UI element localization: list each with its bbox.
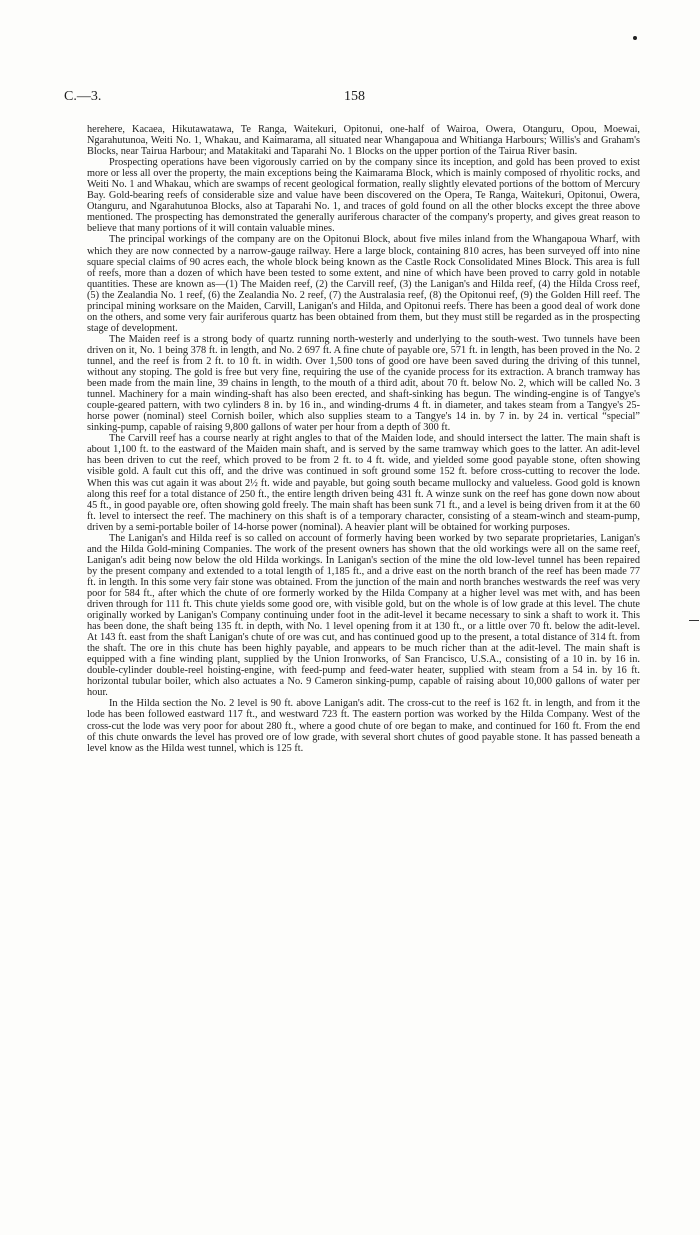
page-header [64, 89, 636, 107]
margin-mark [689, 620, 699, 621]
page-number: 158 [344, 89, 365, 104]
paragraph-prospecting: Prospecting operations have been vigorously carried on by the company since its inception, and gold has been proved to exist more or less all over the property, the main exceptions being the Kaimarama Block, which is mainly composed of rhyolitic rocks, and Weiti No. 1 and Whakau, which are swamps of recent geological formation, really slightly elevated portions of the bottom of Mercury Bay. Gold-bearing reefs of considerable size and value have been discovered on the Opera, Te Ranga, Waitekuri, Opitonui, Owera, Otanguru, and Ngarahutunoa Blocks, also at Taparahi No. 1, and traces of gold found on all the other blocks except the three above mentioned. The prospecting has demonstrated the generally auriferous character of the company's property, and gives great reason to believe that many portions of it will contain valuable mines. [87, 157, 640, 235]
body-text [87, 124, 640, 754]
paragraph-lanigans-hilda-reef: The Lanigan's and Hilda reef is so called on account of formerly having been worked by two separate proprietaries, Lanigan's and the Hilda Gold-mining Companies. The work of the present owners has shown that the old workings were all on the same reef, Lanigan's adit being now below the old Hilda workings. In Lanigan's section of the mine the old low-level tunnel has been repaired by the present company and extended to a total length of 1,185 ft., and a drive east on the north branch of the reef has been made 77 ft. in length. In this some very fair stone was obtained. From the junction of the main and north branches westwards the reef was very poor for 584 ft., after which the chute of ore formerly worked by the Hilda Company at a higher level was met with, and has been driven through for 111 ft. This chute yields some good ore, with visible gold, but on the whole is of low grade at this level. The chute originally worked by Lanigan's Company continuing under foot in the adit-level it became necessary to sink a shaft to work it. This has been done, the shaft being 135 ft. in depth, with No. 1 level opening from it at 130 ft., or a little over 70 ft. below the adit-level. At 143 ft. east from the shaft Lanigan's chute of ore was cut, and has continued good up to the present, a total distance of 314 ft. from the shaft. The ore in this chute has been highly payable, and appears to be much richer than at the adit-level. The main shaft is equipped with a fine winding plant, supplied by the Union Ironworks, of San Francisco, U.S.A., consisting of a 10 in. by 16 in. double-cylinder double-reel hoisting-engine, with feed-pump and feed-water heater, supplied with steam from a 54 in. by 16 ft. horizontal tubular boiler, which also actuates a No. 9 Cameron sinking-pump, capable of raising about 10,000 gallons of water per hour. [87, 532, 640, 699]
ink-dot [633, 36, 637, 40]
paragraph-continuation: herehere, Kacaea, Hikutawatawa, Te Ranga, Waitekuri, Opitonui, one-half of Wairoa, Owera, Otanguru, Opou, Moewai, Ngarahutunoa, Weiti No. 1, Whakau, and Kaimarama, all situated near Whangapoua and Whitianga Harbours; Willis's and Graham's Blocks, near Tairua Harbour; and Matakitaki and Taparahi No. 1 Blocks on the upper portion of the Tairua River basin. [87, 124, 640, 158]
document-code: C.—3. [64, 89, 102, 104]
paragraph-maiden-reef: The Maiden reef is a strong body of quartz running north-westerly and underlying to the south-west. Two tunnels have been driven on it, No. 1 being 378 ft. in length, and No. 2 697 ft. A fine chute of payable ore, 571 ft. in length, has been proved in the No. 2 tunnel, and the reef is from 2 ft. to 10 ft. in width. Over 1,500 tons of good ore have been saved during the driving of this tunnel, without any stoping. The gold is free but very fine, requiring the use of the cyanide process for its extraction. A branch tramway has been made from the main line, 39 chains in length, to the mouth of a third adit, about 70 ft. below No. 2, which will be called No. 3 tunnel. Machinery for a main winding-shaft has also been erected, and shaft-sinking has begun. The winding-engine is of Tangye's couple-geared pattern, with two cylinders 8 in. by 16 in., and winding-drums 4 ft. in diameter, and takes steam from a Tangye's 25-horse power (nominal) steel Cornish boiler, which also supplies steam to a Tangye's 14 in. by 7 in. by 24 in. vertical “special” sinking-pump, capable of raising 9,800 gallons of water per hour from a depth of 300 ft. [87, 333, 640, 434]
paragraph-hilda-section: In the Hilda section the No. 2 level is 90 ft. above Lanigan's adit. The cross-cut to the reef is 162 ft. in length, and from it the lode has been followed eastward 117 ft., and westward 723 ft. The eastern portion was worked by the Hilda Company. West of the cross-cut the lode was very poor for about 280 ft., where a good chute of ore began to make, and continued for 160 ft. From the end of this chute onwards the level has proved ore of low grade, with several short chutes of good payable stone. It has passed beneath a level know as the Hilda west tunnel, which is 125 ft. [87, 698, 640, 754]
paragraph-principal-workings: The principal workings of the company are on the Opitonui Block, about five miles inland from the Whangapoua Wharf, with which they are now connected by a narrow-gauge railway. Here a large block, containing 810 acres, has been surveyed off into nine square special claims of 90 acres each, the whole block being known as the Castle Rock Consolidated Mines Block. This area is full of reefs, more than a dozen of which have been tested to some extent, and nine of which have been proved to carry gold in notable quantities. These are known as—(1) The Maiden reef, (2) the Carvill reef, (3) the Lanigan's and Hilda reef, (4) the Hilda Cross reef, (5) the Zealandia No. 1 reef, (6) the Zealandia No. 2 reef, (7) the Australasia reef, (8) the Opitonui reef, (9) the Golden Hill reef. The principal mining worksare on the Maiden, Carvill, Lanigan's and Hilda, and Opitonui reefs. There has been a good deal of work done on the others, and some very fair auriferous quartz has been obtained from them, but they must still be regarded as in the prospecting stage of development. [87, 234, 640, 334]
paragraph-carvill-reef: The Carvill reef has a course nearly at right angles to that of the Maiden lode, and should intersect the latter. The main shaft is about 1,100 ft. to the eastward of the Maiden main shaft, and is served by the same tramway which goes to the latter. An adit-level has been driven to cut the reef, which proved to be from 2 ft. to 4 ft. wide, and yielded some good payable stone, often showing visible gold. A fault cut this off, and the drive was continued in soft ground some 152 ft. before cross-cutting to recover the lode. When this was cut again it was about 2½ ft. wide and payable, but going south became mullocky and valueless. Good gold is known along this reef for a total distance of 250 ft., the entire length driven being 431 ft. A winze sunk on the reef has gone down now about 45 ft., in good payable ore, often showing gold freely. The main shaft has been sunk 71 ft., and a level is being driven from it at the 60 ft. level to intersect the reef. The machinery on this shaft is of a temporary character, consisting of a steam-winch and steam-pump, driven by a semi-portable boiler of 14-horse power (nominal). A heavier plant will be obtained for working purposes. [87, 433, 640, 533]
